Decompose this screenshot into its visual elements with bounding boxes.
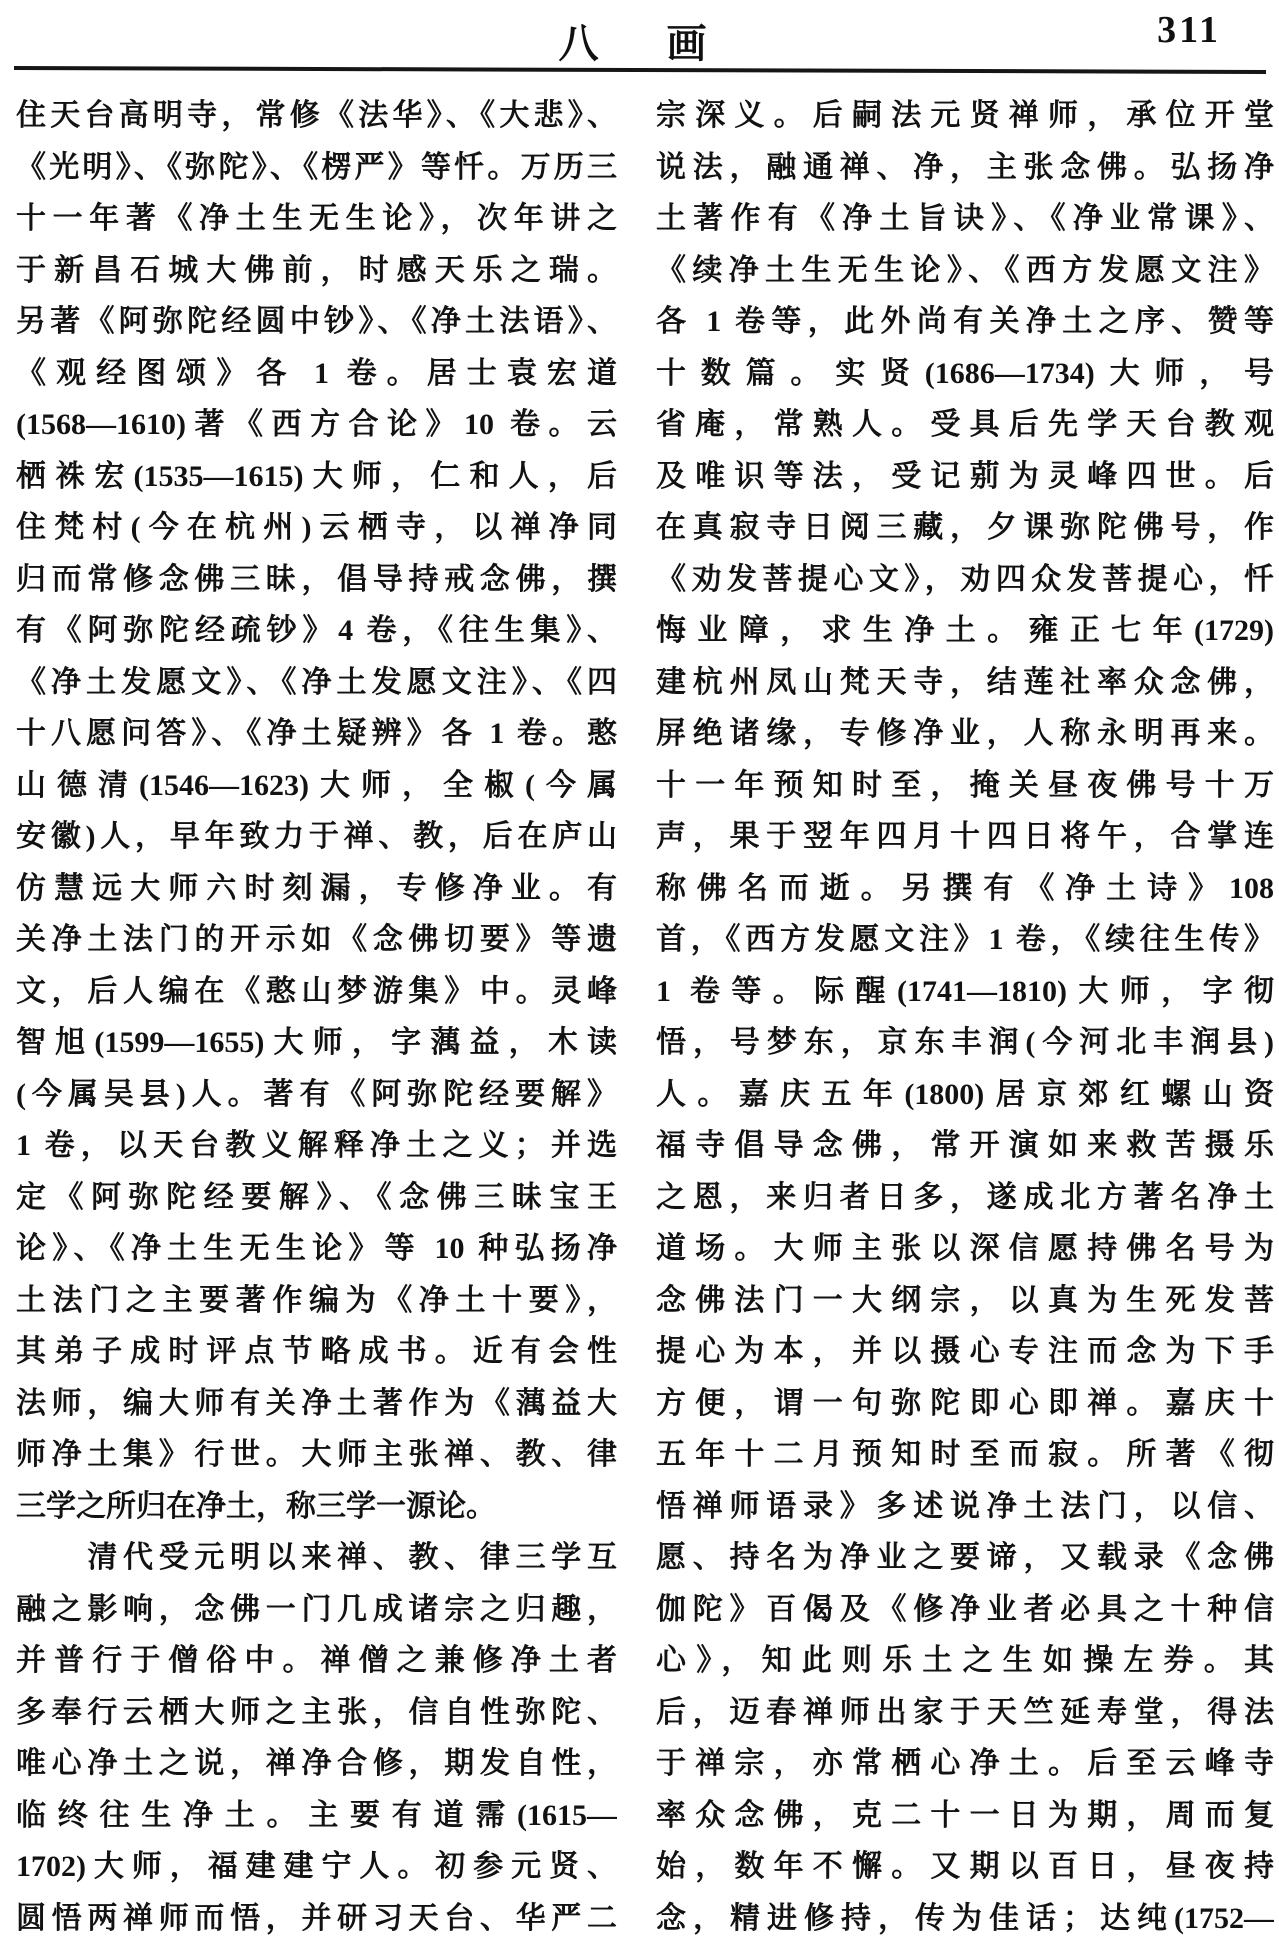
text-line: (1568—1610)著《西方合论》10 卷。云 — [16, 408, 617, 441]
text-line: 《净土发愿文》、《净土发愿文注》、《四 — [16, 665, 617, 699]
right-column — [656, 90, 1274, 1944]
text-line: 《劝发菩提心文》，劝四众发菩提心，忏 — [656, 562, 1274, 596]
text-line: 悔业障，求生净土。雍正七年(1729) — [656, 614, 1274, 647]
text-line: 屏绝诸缘，专修净业，人称永明再来。 — [656, 717, 1274, 750]
text-line: 提心为本，并以摄心专注而念为下手 — [656, 1335, 1274, 1368]
text-line: 愿、持名为净业之要谛，又载录《念佛 — [656, 1541, 1274, 1574]
text-line: 融之影响，念佛一门几成诸宗之归趣， — [16, 1592, 617, 1626]
text-line: 有《阿弥陀经疏钞》4 卷，《往生集》、 — [16, 614, 617, 647]
text-line: 在真寂寺日阅三藏，夕课弥陀佛号，作 — [656, 511, 1274, 544]
text-line: 文，后人编在《憨山梦游集》中。灵峰 — [16, 974, 617, 1008]
text-line: 十一年著《净土生无生论》，次年讲之 — [16, 202, 617, 235]
text-line: 心》，知此则乐土之生如操左券。其 — [656, 1644, 1274, 1677]
text-line: 于新昌石城大佛前，时感天乐之瑞。 — [16, 253, 617, 287]
text-line: 圆悟两禅师而悟，并研习天台、华严二 — [16, 1901, 617, 1935]
text-line: 五年十二月预知时至而寂。所著《彻 — [656, 1438, 1274, 1471]
section-title: 八 画 — [558, 21, 721, 66]
text-line: 称佛名而逝。另撰有《净土诗》108 — [656, 871, 1274, 905]
text-line: 念佛法门一大纲宗，以真为生死发菩 — [656, 1283, 1274, 1317]
text-line: 住天台高明寺，常修《法华》、《大悲》、 — [16, 99, 617, 132]
text-line: 及唯识等法，受记莂为灵峰四世。后 — [656, 459, 1274, 493]
text-line: 省庵，常熟人。受具后先学天台教观 — [656, 408, 1274, 441]
text-line: 另著《阿弥陀经圆中钞》、《净土法语》、 — [16, 305, 617, 338]
text-line: 1 卷等。际醒(1741—1810)大师，字彻 — [656, 974, 1274, 1008]
text-line: 念，精进修持，传为佳话；达纯(1752— — [656, 1901, 1274, 1935]
text-line: 栖袾宏(1535—1615)大师，仁和人，后 — [16, 459, 617, 493]
text-line: 清代受元明以来禅、教、律三学互 — [16, 1541, 617, 1574]
text-line: 首，《西方发愿文注》1 卷，《续往生传》 — [656, 923, 1274, 956]
text-line: 说法，融通禅、净，主张念佛。弘扬净 — [656, 150, 1274, 184]
text-line: 法师，编大师有关净土著作为《蕅益大 — [16, 1386, 617, 1420]
text-line: 安徽)人，早年致力于禅、教，后在庐山 — [16, 820, 617, 853]
text-line: 宗深义。后嗣法元贤禅师，承位开堂 — [656, 99, 1274, 132]
text-line: 十数篇。实贤(1686—1734)大师，号 — [656, 356, 1274, 390]
text-line: 1 卷，以天台教义解释净土之义；并选 — [16, 1129, 617, 1162]
text-line: 定《阿弥陀经要解》、《念佛三昧宝王 — [16, 1180, 617, 1214]
text-line: 唯心净土之说，禅净合修，期发自性， — [16, 1747, 617, 1780]
text-line: 之恩，来归者日多，遂成北方著名净土 — [656, 1180, 1274, 1214]
text-line: 人。嘉庆五年(1800)居京郊红螺山资 — [656, 1077, 1274, 1111]
text-line: 智旭(1599—1655)大师，字蕅益，木读 — [16, 1026, 617, 1059]
text-line: 方便，谓一句弥陀即心即禅。嘉庆十 — [656, 1386, 1274, 1420]
text-line: 十八愿问答》、《净土疑辨》各 1 卷。憨 — [16, 717, 617, 750]
text-line: 土法门之主要著作编为《净土十要》， — [16, 1283, 617, 1317]
text-line: 山德清(1546—1623)大师，全椒(今属 — [16, 768, 617, 802]
text-line: 《续净土生无生论》、《西方发愿文注》 — [656, 253, 1274, 287]
text-line: 福寺倡导念佛，常开演如来救苦摄乐 — [656, 1129, 1274, 1162]
text-line: 多奉行云栖大师之主张，信自性弥陀、 — [16, 1695, 617, 1729]
text-line: 论》、《净土生无生论》等 10 种弘扬净 — [16, 1232, 617, 1265]
text-line: 临终往生净土。主要有道霈(1615— — [16, 1798, 617, 1832]
text-line: 悟禅师语录》多述说净土法门，以信、 — [656, 1489, 1274, 1523]
text-line: 道场。大师主张以深信愿持佛名号为 — [656, 1232, 1274, 1265]
text-line: 十一年预知时至，掩关昼夜佛号十万 — [656, 768, 1274, 802]
text-line: 师净土集》行世。大师主张禅、教、律 — [16, 1438, 617, 1471]
text-line: 伽陀》百偈及《修净业者必具之十种信 — [656, 1592, 1274, 1626]
text-line: (今属吴县)人。著有《阿弥陀经要解》 — [16, 1077, 617, 1111]
text-line: 关净土法门的开示如《念佛切要》等遗 — [16, 923, 617, 956]
text-line: 住梵村(今在杭州)云栖寺，以禅净同 — [16, 511, 617, 544]
text-line: 仿慧远大师六时刻漏，专修净业。有 — [16, 871, 617, 905]
text-line: 归而常修念佛三昧，倡导持戒念佛，撰 — [16, 562, 617, 596]
text-line: 建杭州凤山梵天寺，结莲社率众念佛， — [656, 665, 1274, 699]
text-line: 悟，号梦东，京东丰润(今河北丰润县) — [656, 1026, 1274, 1059]
text-line: 三学之所归在净土，称三学一源论。 — [16, 1489, 496, 1523]
text-line: 声，果于翌年四月十四日将午，合掌连 — [656, 820, 1274, 853]
text-line: 1702)大师，福建建宁人。初参元贤、 — [16, 1850, 617, 1883]
text-line: 各 1 卷等，此外尚有关净土之序、赞等 — [656, 305, 1274, 338]
text-line: 《观经图颂》各 1 卷。居士袁宏道 — [16, 356, 617, 390]
text-line: 并普行于僧俗中。禅僧之兼修净土者 — [16, 1644, 617, 1677]
text-line: 土著作有《净土旨诀》、《净业常课》、 — [656, 202, 1274, 235]
text-line: 率众念佛，克二十一日为期，周而复 — [656, 1798, 1274, 1832]
left-column — [16, 90, 617, 1944]
text-line: 于禅宗，亦常栖心净土。后至云峰寺 — [656, 1747, 1274, 1780]
page-number: 311 — [1157, 9, 1221, 51]
text-line: 《光明》、《弥陀》、《楞严》等忏。万历三 — [16, 150, 617, 184]
text-line: 其弟子成时评点节略成书。近有会性 — [16, 1335, 617, 1368]
text-line: 始，数年不懈。又期以百日，昼夜持 — [656, 1850, 1274, 1883]
text-line: 后，迈春禅师出家于天竺延寿堂，得法 — [656, 1695, 1274, 1729]
